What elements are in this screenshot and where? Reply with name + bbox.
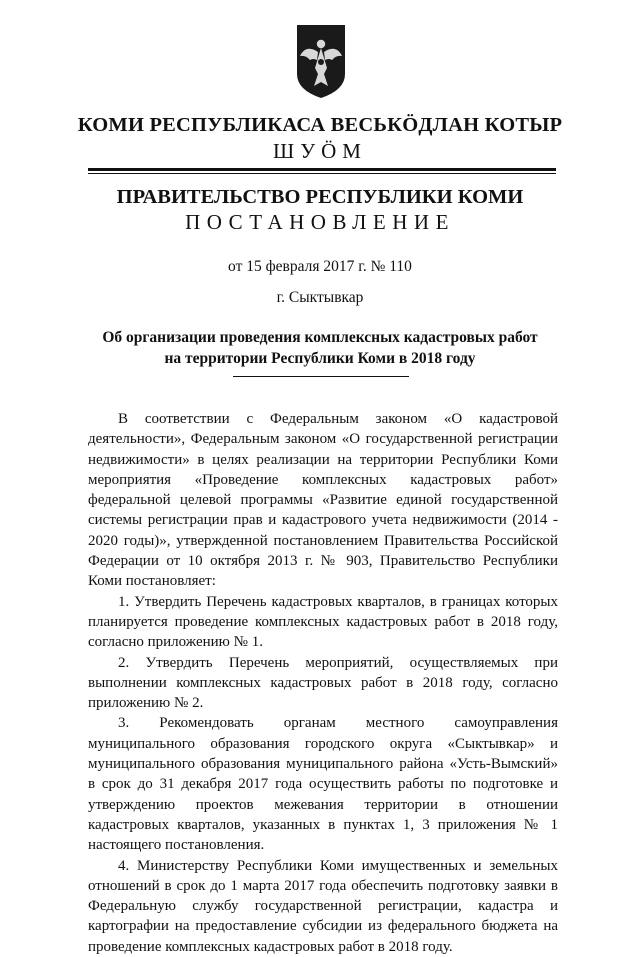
coat-of-arms-emblem xyxy=(294,22,348,100)
body-item-2: 2. Утвердить Перечень мероприятий, осуществляемых при выполнении комплексных кадастровых работ в 2018 году, согласно приложению № 2. xyxy=(88,654,558,712)
header-divider-thin xyxy=(88,173,556,174)
document-title-line-1: Об организации проведения комплексных кадастровых работ xyxy=(102,329,538,346)
header-divider-thick xyxy=(88,168,556,171)
document-title-line-2: на территории Республики Коми в 2018 году xyxy=(164,350,476,367)
title-underline xyxy=(233,376,409,377)
document-date-number: от 15 февраля 2017 г. № 110 xyxy=(228,258,412,275)
document-city: г. Сыктывкар xyxy=(276,289,364,306)
body-preamble: В соответствии с Федеральным законом «О кадастровой деятельности», Федеральным законом «О государственной регистрации недвижимости» в целях реализации на территории Республики Коми мероприятия «Проведение комплексных кадастровых работ» федеральной целевой программы «Развитие единой государственной системы регистрации прав и кадастрового учета недвижимости (2014 - 2020 годы)», утвержденной постановлением Правительства Российской Федерации от 10 октября 2013 г. № 903, Правительство Республики Коми постановляет: xyxy=(88,411,558,590)
komi-doc-type: ШУӦМ xyxy=(273,139,367,163)
russian-org-name: ПРАВИТЕЛЬСТВО РЕСПУБЛИКИ КОМИ xyxy=(116,186,524,208)
body-item-3: 3. Рекомендовать органам местного самоуправления муниципального образования городского округа «Сыктывкар» и муниципального образования муниципального района «Усть-Вымский» в срок до 31 декабря 2017 года осуществить работы по подготовке и утверждению проектов межевания территории в отношении кадастровых кварталов, указанных в пунктах 1, 3 приложения № 1 настоящего постановления. xyxy=(88,715,558,854)
body-item-1: 1. Утвердить Перечень кадастровых кварталов, в границах которых планируется проведение комплексных кадастровых работ в 2018 году, согласно приложению № 1. xyxy=(88,593,558,651)
body-item-4: 4. Министерству Республики Коми имущественных и земельных отношений в срок до 1 марта 2017 года обеспечить подготовку заявки в Федеральную службу государственной регистрации, кадастра и картографии на предоставление субсидии из федерального бюджета на проведение комплексных кадастровых работ в 2018 году. xyxy=(88,857,558,955)
document-title xyxy=(0,327,640,369)
russian-doc-type: ПОСТАНОВЛЕНИЕ xyxy=(185,210,455,234)
document-body xyxy=(88,409,558,957)
komi-org-name: КОМИ РЕСПУБЛИКАСА ВЕСЬКӦДЛАН КОТЫР xyxy=(77,114,563,136)
